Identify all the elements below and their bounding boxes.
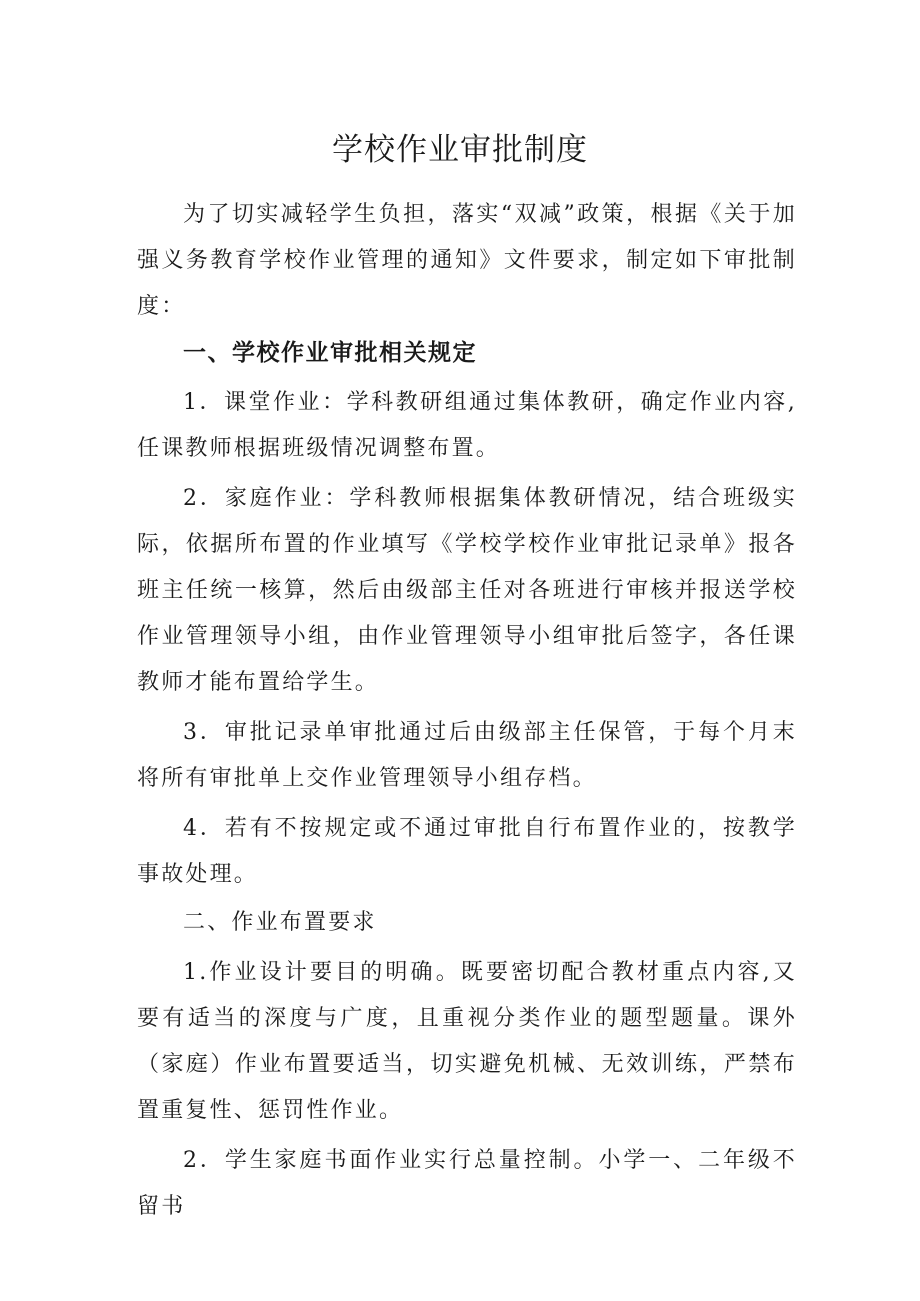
document-body (137, 192, 797, 1230)
intro-paragraph: 为了切实减轻学生负担，落实“双减”政策，根据《关于加强义务教育学校作业管理的通知》文件要求，制定如下审批制度： (137, 202, 797, 319)
section-2-item-2: 2．学生家庭书面作业实行总量控制。小学一、二年级不留书 (137, 1148, 797, 1219)
section-1-item-3: 3．审批记录单审批通过后由级部主任保管，于每个月末将所有审批单上交作业管理领导小组存档。 (137, 720, 797, 791)
document-title: 学校作业审批制度 (332, 132, 588, 168)
section-1-item-2: 2．家庭作业：学科教师根据集体教研情况，结合班级实际，依据所布置的作业填写《学校学校作业审批记录单》报各班主任统一核算，然后由级部主任对各班进行审核并报送学校作业管理领导小组，由作业管理领导小组审批后签字，各任课教师才能布置给学生。 (137, 486, 797, 695)
section-2-item-1: 1.作业设计要目的明确。既要密切配合教材重点内容,又要有适当的深度与广度，且重视分类作业的题型题量。课外（家庭）作业布置要适当，切实避免机械、无效训练，严禁布置重复性、惩罚性作业。 (137, 960, 797, 1123)
section-2-heading: 二、作业布置要求 (183, 910, 377, 935)
section-1-heading: 一、学校作业审批相关规定 (183, 340, 477, 366)
section-1-item-1: 1．课堂作业：学科教研组通过集体教研，确定作业内容,任课教师根据班级情况调整布置。 (137, 390, 797, 461)
section-1-item-4: 4．若有不按规定或不通过审批自行布置作业的，按教学事故处理。 (137, 816, 797, 887)
